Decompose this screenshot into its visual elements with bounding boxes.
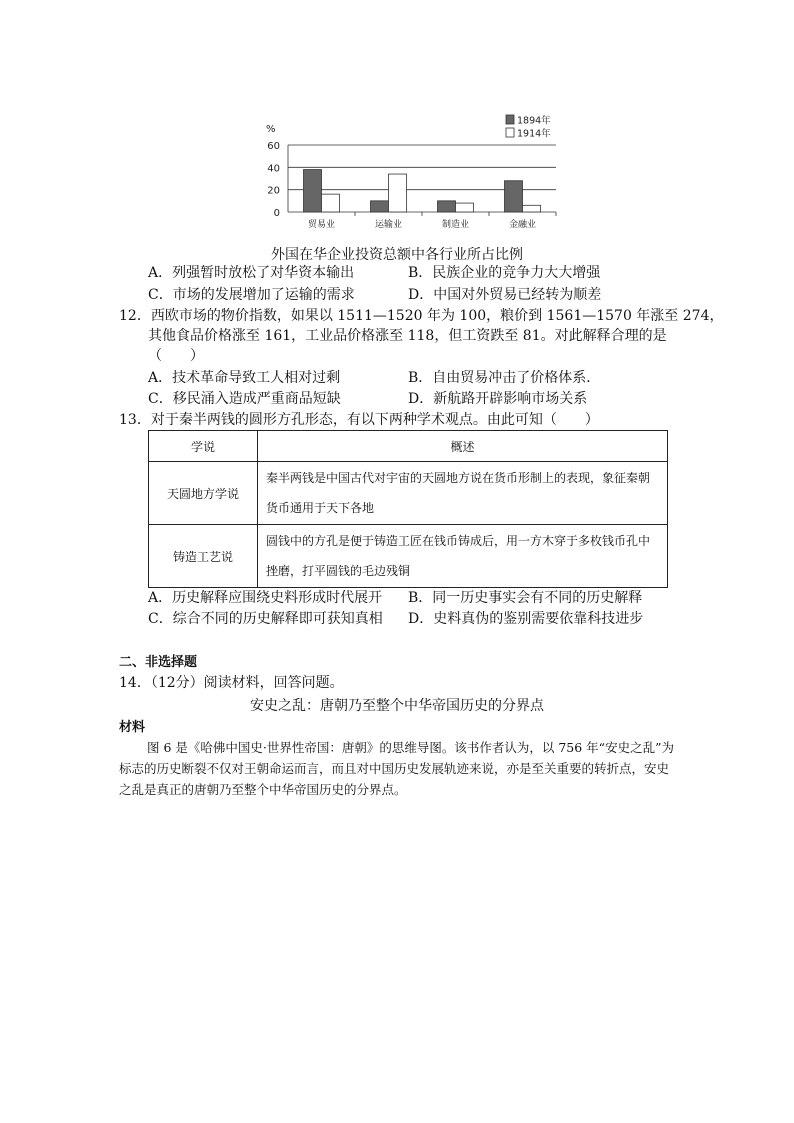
y-tick-label: 40 <box>267 163 280 175</box>
bar-0-3 <box>505 181 523 212</box>
q11-option-c: C．市场的发展增加了运输的需求 <box>148 287 355 303</box>
chart-caption: 外国在华企业投资总额中各行业所占比例 <box>271 247 523 263</box>
y-unit-label: % <box>266 124 276 135</box>
q12-option-d: D．新航路开辟影响市场关系 <box>408 391 588 407</box>
legend-label-0: 1894年 <box>517 115 551 127</box>
investment-bar-chart <box>262 112 562 237</box>
q13-stem: 13．对于秦半两钱的圆形方孔形态，有以下两种学术观点。由此可知（ ） <box>119 412 599 428</box>
bar-0-0 <box>304 170 322 212</box>
y-tick-label: 60 <box>267 141 280 152</box>
q13-option-d: D．史料真伪的鉴别需要依靠科技进步 <box>408 611 644 627</box>
legend-swatch-0 <box>506 115 514 124</box>
material-label: 材料 <box>119 720 146 735</box>
q12-option-c: C．移民涌入造成严重商品短缺 <box>148 391 341 407</box>
bar-1-1 <box>389 174 407 212</box>
material-paragraph: 图 6 是《哈佛中国史·世界性帝国：唐朝》的思维导图。该书作者认为，以 756 年“安史之乱”为标志的历史断裂不仅对王朝命运而言，而且对中国历史发展轨迹来说，亦是至关重要的转折点，安史之乱是真正的唐朝乃至整个中华帝国历史的分界点。 <box>119 740 674 797</box>
bar-0-1 <box>371 201 389 212</box>
row-desc: 秦半两钱是中国古代对宇宙的天圆地方说在货币形制上的表现，象征秦朝货币通用于天下各地 <box>258 462 668 525</box>
table-header-row <box>149 431 668 462</box>
q14-subtitle: 安史之乱：唐朝乃至整个中华帝国历史的分界点 <box>250 698 544 714</box>
q12-stem-line1: 12．西欧市场的物价指数，如果以 1511—1520 年为 100，粮价到 1561—1570 年涨至 274， <box>119 308 724 324</box>
q12-option-a: A．技术革命导致工人相对过剩 <box>148 370 341 386</box>
q13-option-c: C．综合不同的历史解释即可获知真相 <box>148 611 383 627</box>
x-tick-label: 贸易业 <box>307 220 336 230</box>
q14-stem: 14．（12分）阅读材料，回答问题。 <box>119 675 344 691</box>
bar-1-0 <box>322 194 340 212</box>
q11-option-a: A．列强暂时放松了对华资本输出 <box>148 265 355 281</box>
q13-option-b: B．同一历史事实会有不同的历史解释 <box>408 590 643 606</box>
header-term: 学说 <box>149 431 258 462</box>
views-table <box>148 430 668 588</box>
section-heading: 二、非选择题 <box>119 655 198 670</box>
table-row <box>149 525 668 588</box>
header-desc: 概述 <box>258 431 668 462</box>
bar-1-2 <box>456 203 474 212</box>
y-tick-label: 20 <box>267 185 280 197</box>
q12-option-b: B．自由贸易冲击了价格体系． <box>408 370 601 386</box>
q11-option-b: B．民族企业的竞争力大大增强 <box>408 265 601 281</box>
q13-option-a: A．历史解释应围绕史料形成时代展开 <box>148 590 383 606</box>
bar-0-2 <box>438 201 456 212</box>
q11-option-d: D．中国对外贸易已经转为顺差 <box>408 287 602 303</box>
q12-stem-line3: （ ） <box>148 348 204 364</box>
row-term: 铸造工艺说 <box>149 525 258 588</box>
x-tick-label: 制造业 <box>441 220 470 230</box>
table-row <box>149 462 668 525</box>
row-term: 天圆地方学说 <box>149 462 258 525</box>
legend-label-1: 1914年 <box>517 128 551 140</box>
x-tick-label: 运输业 <box>374 220 403 230</box>
q12-stem-line2: 其他食品价格涨至 161，工业品价格涨至 118，但工资跌至 81。对此解释合理的是 <box>148 328 667 344</box>
legend-swatch-1 <box>506 128 514 137</box>
row-desc: 圆钱中的方孔是便于铸造工匠在钱币铸成后，用一方木穿于多枚钱币孔中挫磨，打平圆钱的毛边残铜 <box>258 525 668 588</box>
bar-1-3 <box>523 205 541 212</box>
x-tick-label: 金融业 <box>508 220 537 230</box>
y-tick-label: 0 <box>273 208 280 219</box>
